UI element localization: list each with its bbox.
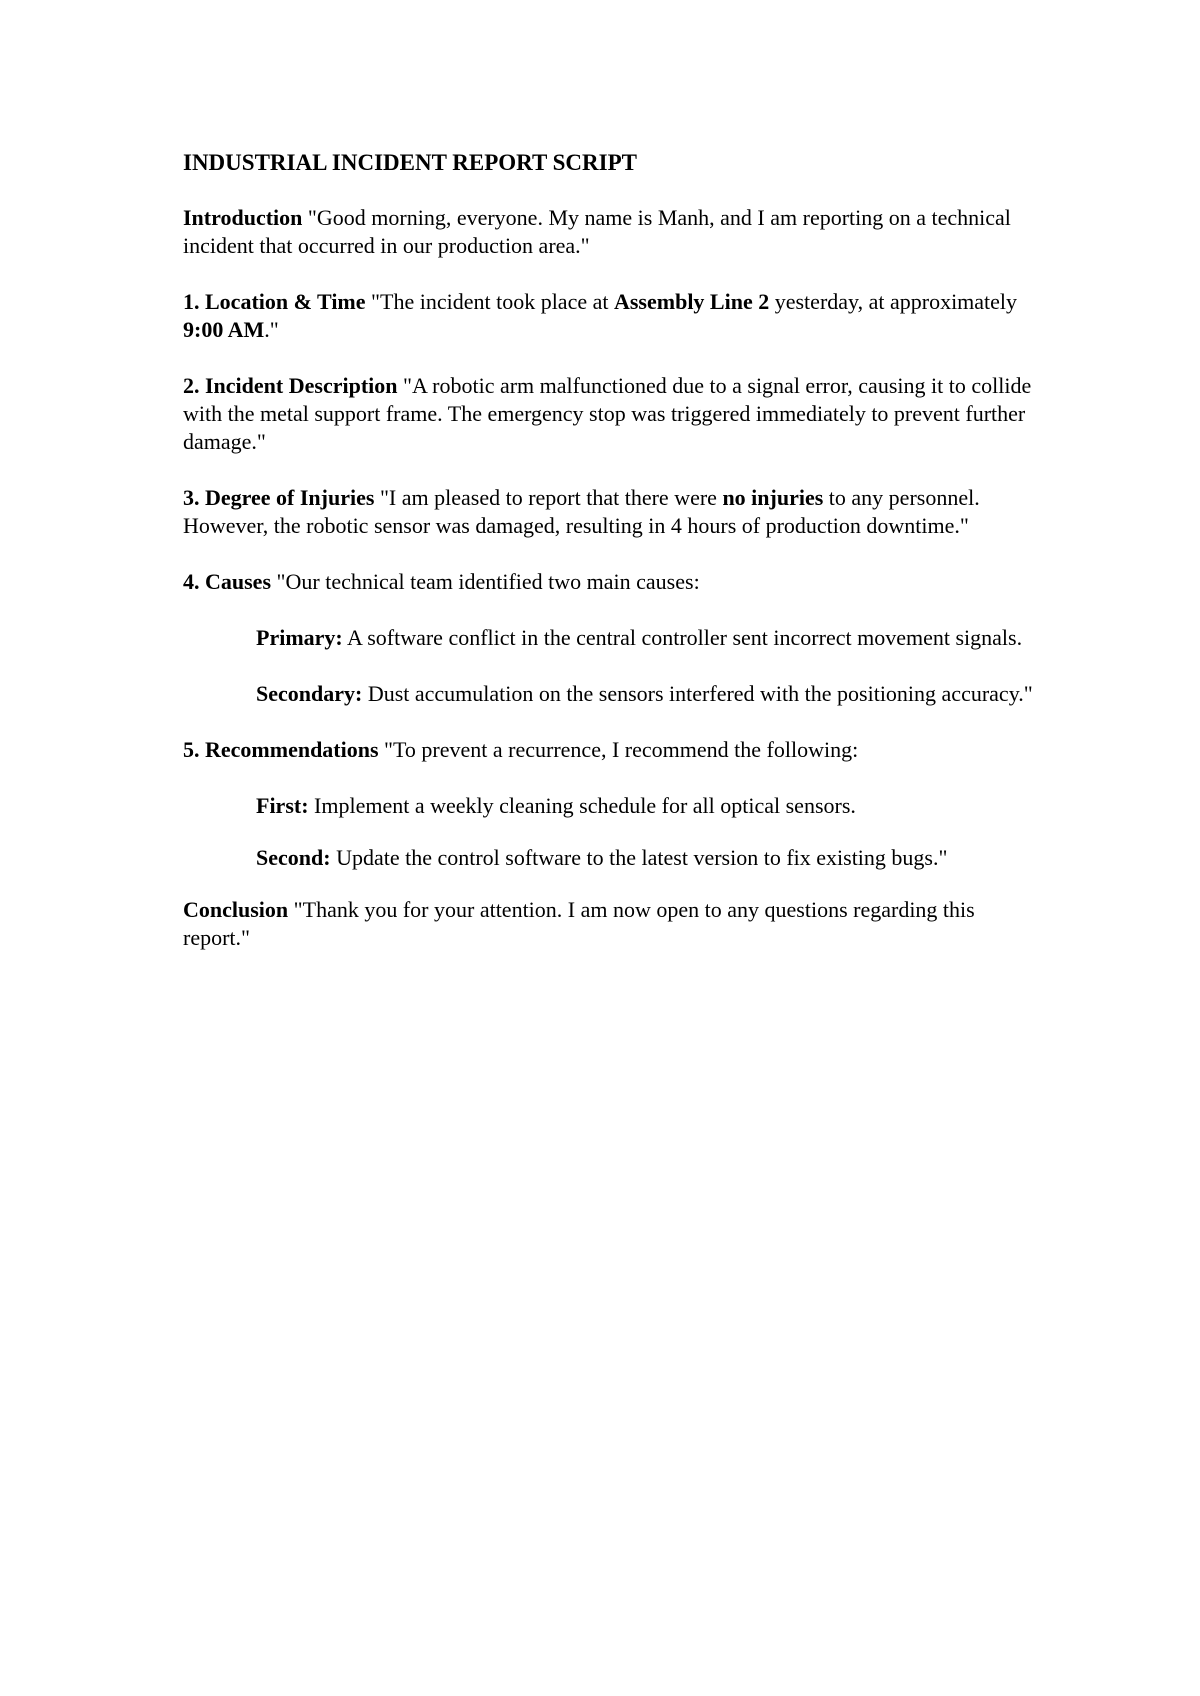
location-time-text: "The incident took place at — [365, 289, 614, 314]
secondary-cause-text: Dust accumulation on the sensors interfered with the positioning accuracy." — [362, 681, 1033, 706]
no-injuries-value: no injuries — [722, 485, 824, 510]
introduction-paragraph — [183, 204, 1033, 260]
causes-text: "Our technical team identified two main causes: — [271, 569, 700, 594]
primary-cause-item — [256, 624, 1033, 652]
secondary-cause-label: Secondary: — [256, 681, 363, 706]
conclusion-text: "Thank you for your attention. I am now open to any questions regarding this report." — [183, 897, 975, 950]
primary-cause-text: A software conflict in the central controller sent incorrect movement signals. — [342, 625, 1023, 650]
location-time-text-2: yesterday, at approximately — [769, 289, 1018, 314]
first-recommendation-text: Implement a weekly cleaning schedule for all optical sensors. — [308, 793, 856, 818]
document-body — [183, 148, 1033, 980]
injuries-text-2: to any personnel. However, the robotic sensor was damaged, resulting in 4 hours of production downtime." — [183, 485, 980, 538]
first-recommendation-item — [256, 792, 1033, 820]
location-time-text-3: ." — [264, 317, 279, 342]
injuries-text: "I am pleased to report that there were — [374, 485, 723, 510]
location-time-label: 1. Location & Time — [183, 289, 366, 314]
conclusion-label: Conclusion — [183, 897, 289, 922]
second-recommendation-label: Second: — [256, 845, 331, 870]
causes-label: 4. Causes — [183, 569, 272, 594]
recommendations-text: "To prevent a recurrence, I recommend the following: — [378, 737, 859, 762]
document-title: INDUSTRIAL INCIDENT REPORT SCRIPT — [183, 150, 637, 175]
recommendations-label: 5. Recommendations — [183, 737, 379, 762]
assembly-line-value: Assembly Line 2 — [613, 289, 770, 314]
second-recommendation-item — [256, 844, 1033, 872]
first-recommendation-label: First: — [256, 793, 309, 818]
conclusion-paragraph — [183, 896, 1033, 952]
time-value: 9:00 AM — [183, 317, 265, 342]
secondary-cause-item — [256, 680, 1033, 708]
location-time-paragraph — [183, 288, 1033, 344]
recommendations-paragraph — [183, 736, 1033, 764]
incident-description-label: 2. Incident Description — [183, 373, 398, 398]
introduction-label: Introduction — [183, 205, 303, 230]
incident-description-text: "A robotic arm malfunctioned due to a signal error, causing it to collide with the metal support frame. The emergency stop was triggered immediately to prevent further damage." — [183, 373, 1032, 454]
injuries-label: 3. Degree of Injuries — [183, 485, 375, 510]
injuries-paragraph — [183, 484, 1033, 540]
second-recommendation-text: Update the control software to the latest version to fix existing bugs." — [330, 845, 948, 870]
introduction-text: "Good morning, everyone. My name is Manh, and I am reporting on a technical incident that occurred in our production area." — [183, 205, 1011, 258]
causes-paragraph — [183, 568, 1033, 596]
primary-cause-label: Primary: — [256, 625, 343, 650]
incident-description-paragraph — [183, 372, 1033, 456]
